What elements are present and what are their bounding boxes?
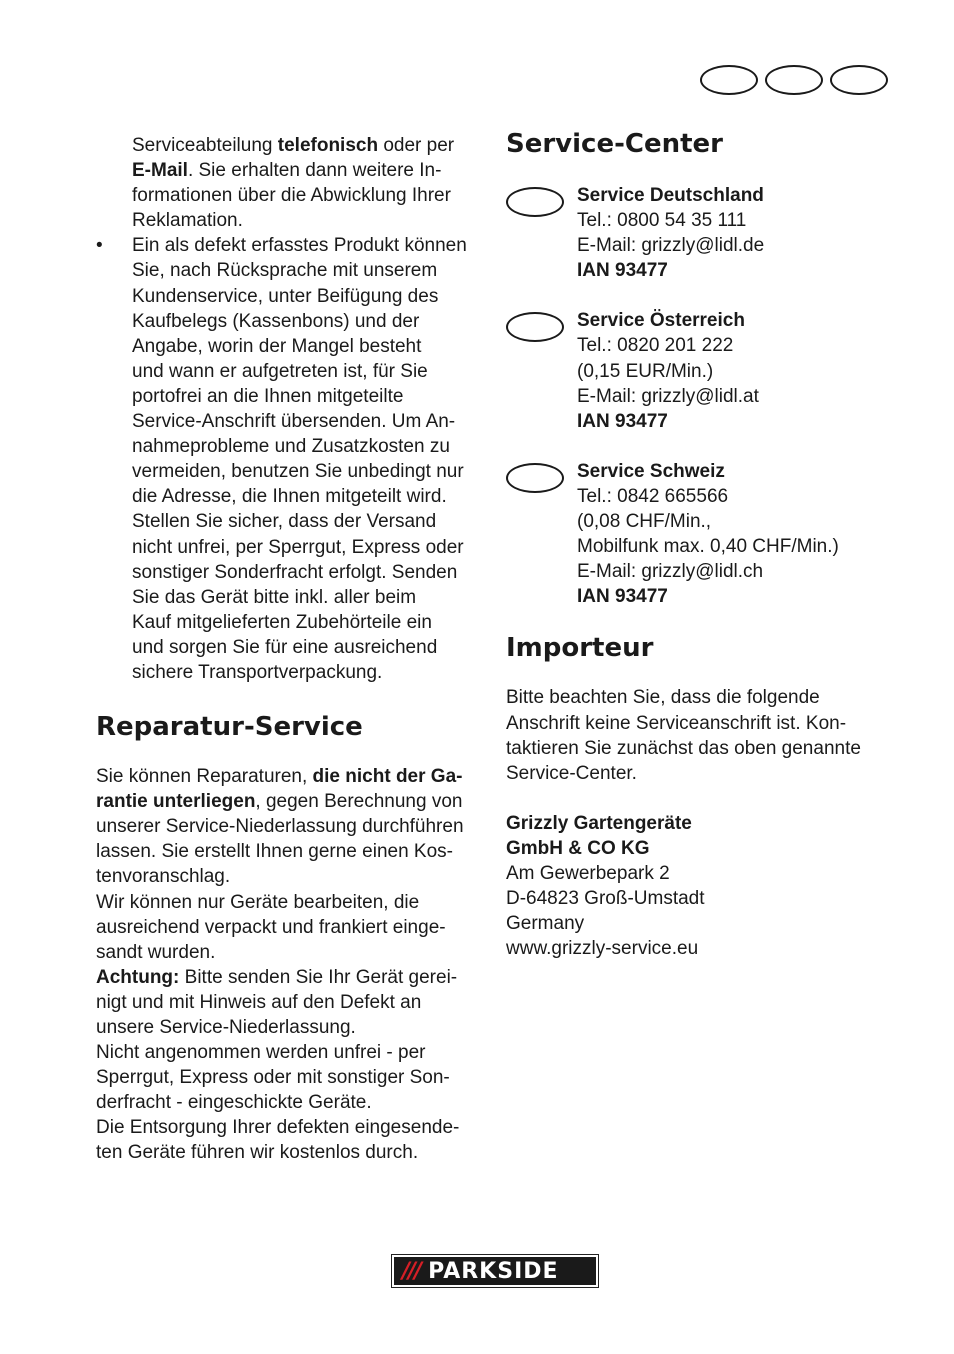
text-line: Reklamation.	[132, 210, 243, 232]
text-line: sandt wurden.	[96, 941, 216, 963]
country-oval	[506, 312, 564, 342]
service-ian: IAN 93477	[577, 586, 668, 608]
text-line: Sie können Reparaturen, die nicht der Ga-	[96, 766, 463, 788]
address-street: Am Gewerbepark 2	[506, 862, 670, 884]
importer-address	[506, 811, 906, 962]
service-phone: Tel.: 0842 665566	[577, 485, 729, 507]
service-ian: IAN 93477	[577, 260, 668, 282]
parkside-logo	[391, 1254, 599, 1288]
text-line: die Adresse, die Ihnen mitgeteilt wird.	[132, 486, 447, 508]
repair-paragraph	[96, 764, 486, 1166]
importer-heading: Importeur	[506, 633, 654, 664]
service-name: Service Deutschland	[577, 185, 764, 206]
text-line: vermeiden, benutzen Sie unbedingt nur	[132, 461, 464, 483]
service-name: Service Schweiz	[577, 460, 725, 482]
service-center-heading: Service-Center	[506, 129, 723, 159]
service-name: Service Österreich	[577, 310, 745, 332]
service-email: E-Mail: grizzly@lidl.ch	[577, 561, 764, 583]
bullet-item	[96, 233, 486, 685]
logo-slashes-icon: ///	[402, 1258, 421, 1284]
text-line: Serviceabteilung telefonisch oder per	[132, 135, 455, 156]
text-line: Stellen Sie sicher, dass der Versand	[132, 511, 437, 533]
website-url: www.grizzly-service.eu	[506, 938, 699, 960]
text-line: Achtung: Bitte senden Sie Ihr Gerät gerei-	[96, 966, 458, 988]
language-oval	[700, 65, 758, 95]
text-line: und sorgen Sie für eine ausreichend	[132, 636, 438, 658]
text-line: formationen über die Abwicklung Ihrer	[132, 185, 451, 207]
service-block-germany	[506, 183, 906, 283]
text-line: sonstiger Sonderfracht erfolgt. Senden	[132, 561, 458, 583]
text-line: Sperrgut, Express oder mit sonstiger Son-	[96, 1067, 450, 1089]
text-line: Sie, nach Rücksprache mit unserem	[132, 260, 438, 282]
text-line: Kundenservice, unter Beifügung des	[132, 285, 439, 307]
text-line: tenvoranschlag.	[96, 866, 231, 888]
text-line: Sie das Gerät bitte inkl. aller beim	[132, 586, 417, 608]
address-city: D-64823 Groß-Umstadt	[506, 888, 705, 910]
service-rate-mobile: Mobilfunk max. 0,40 CHF/Min.)	[577, 536, 839, 558]
language-oval	[765, 65, 823, 95]
text-line: • Ein als defekt erfasstes Produkt können	[96, 233, 486, 258]
service-rate: (0,15 EUR/Min.)	[577, 360, 714, 382]
text-line: nigt und mit Hinweis auf den Defekt an	[96, 991, 422, 1013]
text-line: rantie unterliegen, gegen Berechnung von	[96, 791, 463, 813]
text-line: Angabe, worin der Mangel besteht	[132, 335, 422, 357]
intro-paragraph	[96, 133, 486, 233]
company-name: GmbH & CO KG	[506, 837, 650, 859]
text-line: Wir können nur Geräte bearbeiten, die	[96, 891, 420, 913]
country-oval	[506, 463, 564, 493]
repair-service-heading: Reparatur-Service	[96, 712, 363, 743]
text-line: Nicht angenommen werden unfrei - per	[96, 1042, 426, 1064]
text-line: nicht unfrei, per Sperrgut, Express oder	[132, 536, 464, 558]
address-country: Germany	[506, 913, 585, 935]
service-phone: Tel.: 0820 201 222	[577, 335, 734, 357]
service-email: E-Mail: grizzly@lidl.at	[577, 385, 759, 407]
bullet-icon: •	[96, 235, 103, 257]
text-line: Anschrift keine Serviceanschrift ist. Kon-	[506, 712, 847, 734]
text-line: Service-Center.	[506, 762, 637, 784]
text-line: derfracht - eingeschickte Geräte.	[96, 1092, 372, 1114]
company-name: Grizzly Gartengeräte	[506, 812, 692, 834]
logo-text: PARKSIDE	[428, 1258, 559, 1284]
text-line: lassen. Sie erstellt Ihnen gerne einen Kos-	[96, 841, 453, 863]
country-oval	[506, 187, 564, 217]
text-line: ten Geräte führen wir kostenlos durch.	[96, 1142, 419, 1164]
text-line: und wann er aufgetreten ist, für Sie	[132, 360, 428, 382]
right-column	[506, 127, 906, 961]
text-line: taktieren Sie zunächst das oben genannte	[506, 737, 861, 759]
service-phone: Tel.: 0800 54 35 111	[577, 210, 747, 232]
text-line: ausreichend verpackt und frankiert einge-	[96, 916, 446, 938]
text-line: Die Entsorgung Ihrer defekten eingesende-	[96, 1117, 460, 1139]
left-column	[96, 133, 486, 1166]
service-rate: (0,08 CHF/Min.,	[577, 511, 712, 533]
service-block-switzerland	[506, 459, 906, 610]
language-oval	[830, 65, 888, 95]
importer-paragraph	[506, 685, 906, 785]
text-line: portofrei an die Ihnen mitgeteilte	[132, 385, 404, 407]
text-line: unserer Service-Niederlassung durchführen	[96, 816, 464, 838]
text-line: Service-Anschrift übersenden. Um An-	[132, 411, 456, 433]
text-line: sichere Transportverpackung.	[132, 661, 383, 683]
text-line: nahmeprobleme und Zusatzkosten zu	[132, 436, 450, 458]
text-line: Kauf mitgelieferten Zubehörteile ein	[132, 611, 432, 633]
text-line: Bitte beachten Sie, dass die folgende	[506, 687, 820, 709]
text-line: Kaufbelegs (Kassenbons) und der	[132, 310, 420, 332]
text-line: unsere Service-Niederlassung.	[96, 1017, 356, 1038]
text-line: E-Mail. Sie erhalten dann weitere In-	[132, 160, 442, 182]
service-block-austria	[506, 308, 906, 433]
service-ian: IAN 93477	[577, 410, 668, 432]
service-email: E-Mail: grizzly@lidl.de	[577, 235, 765, 257]
